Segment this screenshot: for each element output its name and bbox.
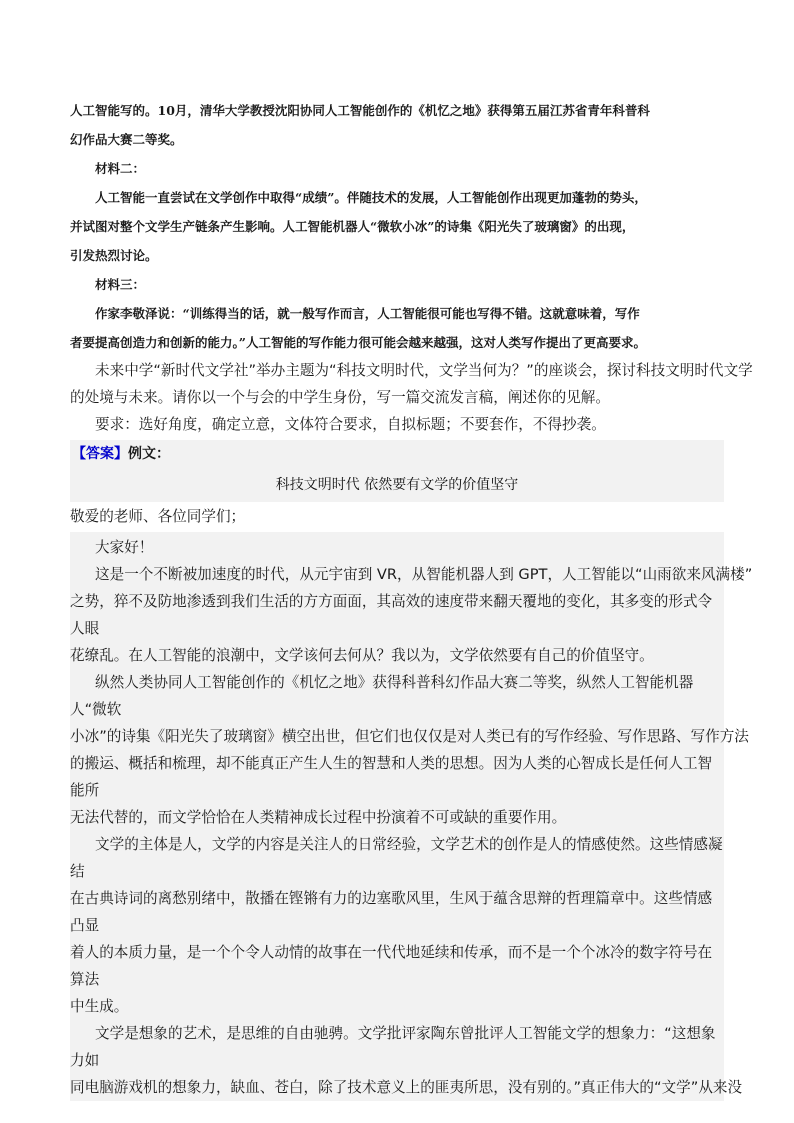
essay-paragraph	[70, 1020, 743, 1101]
essay-body	[70, 532, 753, 1101]
document-page	[70, 96, 753, 1101]
material-2-line: 并试图对整个文学生产链条产生影响。人工智能机器人“微软小冰”的诗集《阳光失了玻璃窗》的出现，	[70, 219, 635, 234]
essay-line: 文学是想象的艺术，是思维的自由驰骋。文学批评家陶东曾批评人工智能文学的想象力：“这想象力如	[70, 1025, 716, 1069]
material-3-line: 作家李敬泽说：“训练得当的话，就一般写作而言，人工智能很可能也写得不错。这就意味着，写作	[95, 306, 640, 321]
essay-line: 小冰”的诗集《阳光失了玻璃窗》横空出世，但它们也仅仅是对人类已有的写作经验、写作思路、写作方法	[70, 728, 749, 745]
material-block	[70, 96, 724, 357]
essay-line: 花缭乱。在人工智能的浪潮中，文学该何去何从？我以为，文学依然要有自己的价值坚守。	[70, 647, 654, 664]
material-3-heading: 材料三：	[95, 277, 146, 292]
essay-line: 无法代替的，而文学恰恰在人类精神成长过程中扮演着不可或缺的重要作用。	[70, 809, 567, 826]
essay-greeting: 大家好！	[95, 539, 154, 556]
essay-paragraph	[70, 831, 724, 1020]
prompt-line: 未来中学“新时代文学社”举办主题为“科技文明时代，文学当何为？”的座谈会，探讨科技文明时代文学	[95, 362, 753, 379]
material-intro-line: 人工智能写的。10月，清华大学教授沈阳协同人工智能创作的《机忆之地》获得第五届江苏省青年科普科	[70, 103, 650, 118]
material-2-line: 人工智能一直尝试在文学创作中取得“成绩”。伴随技术的发展，人工智能创作出现更加蓬勃的势头，	[95, 190, 647, 205]
essay-salutation: 敬爱的老师、各位同学们；	[70, 508, 246, 525]
essay-title: 科技文明时代 依然要有文学的价值坚守	[70, 468, 724, 502]
prompt-line: 的处境与未来。请你以一个与会的中学生身份，写一篇交流发言稿，阐述你的见解。	[70, 389, 610, 406]
essay-line: 中生成。	[70, 998, 129, 1015]
essay-paragraph	[70, 669, 749, 831]
answer-example-label: 例文：	[128, 446, 170, 462]
essay-line: 之势，猝不及防地渗透到我们生活的方方面面，其高效的速度带来翻天覆地的变化，其多变的形式令人眼	[70, 593, 713, 637]
material-2-heading: 材料二：	[95, 161, 146, 176]
essay-line: 在古典诗词的离愁别绪中，散播在铿锵有力的边塞歌风里，生风于蕴含思辩的哲理篇章中。这些情感凸显	[70, 890, 713, 934]
writing-prompt	[70, 357, 753, 438]
answer-bracket-label: 【答案】	[72, 446, 128, 462]
essay-line: 着人的本质力量，是一个个令人动情的故事在一代代地延续和传承，而不是一个个冰冷的数字符号在算法	[70, 944, 713, 988]
essay-line: 的搬运、概括和梳理，却不能真正产生人生的智慧和人类的思想。因为人类的心智成长是任何人工智能所	[70, 755, 713, 799]
material-3-line: 者要提高创造力和创新的能力。”人工智能的写作能力很可能会越来越强，这对人类写作提出了更高要求。	[70, 335, 646, 350]
essay-line: 文学的主体是人，文学的内容是关注人的日常经验，文学艺术的创作是人的情感使然。这些情感凝结	[70, 836, 723, 880]
essay-line: 这是一个不断被加速度的时代，从元宇宙到 VR，从智能机器人到 GPT，人工智能以“山雨欲来风满楼”	[95, 566, 753, 583]
material-intro-line: 幻作品大赛二等奖。	[70, 132, 183, 147]
prompt-requirements: 要求：选好角度，确定立意，文体符合要求，自拟标题；不要套作，不得抄袭。	[95, 416, 606, 433]
essay-line: 同电脑游戏机的想象力，缺血、苍白，除了技术意义上的匪夷所思，没有别的。”真正伟大的“文学”从来没	[70, 1079, 743, 1096]
essay-paragraph	[70, 561, 753, 669]
material-2-line: 引发热烈讨论。	[70, 248, 158, 263]
essay-line: 纵然人类协同人工智能创作的《机忆之地》获得科普科幻作品大赛二等奖，纵然人工智能机器人“微软	[70, 674, 694, 718]
answer-label	[70, 440, 724, 468]
